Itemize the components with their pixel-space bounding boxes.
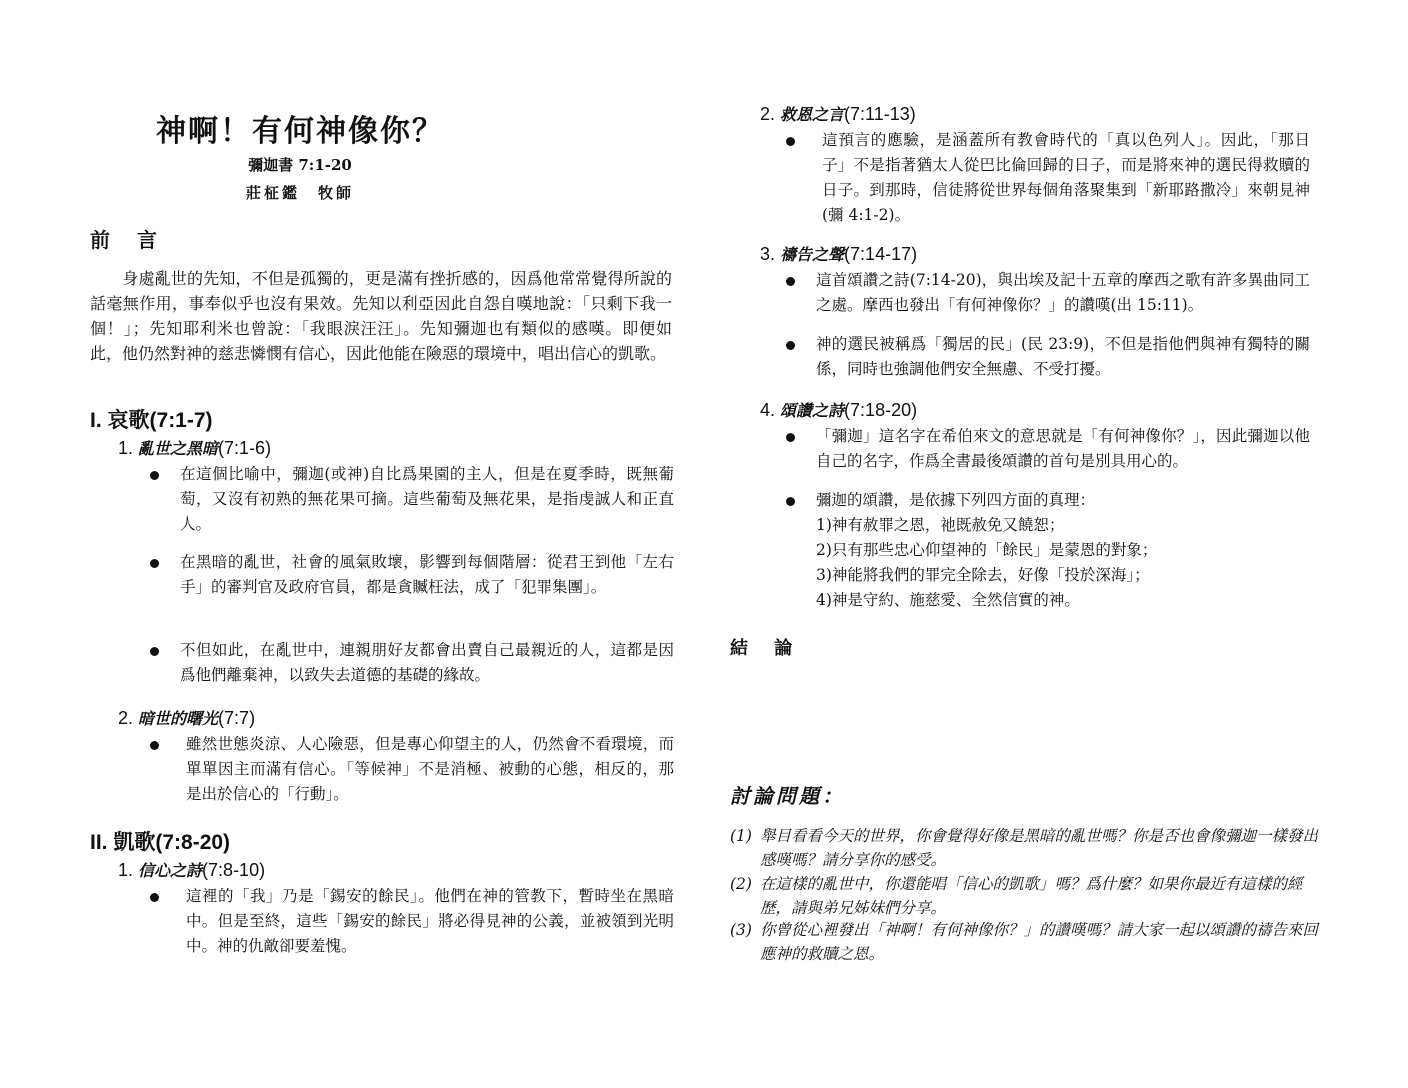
discussion-question bbox=[730, 824, 1320, 872]
subsection-heading-2-1 bbox=[118, 858, 265, 881]
list-item bbox=[150, 550, 674, 625]
list-item bbox=[150, 732, 674, 807]
subsection-title: 信心之詩 bbox=[138, 861, 203, 880]
bullet-icon bbox=[786, 277, 795, 286]
bullet-text: 彌迦的頌讚，是依據下列四方面的真理： 1)神有赦罪之恩，祂既赦免又饒恕； 2)只有那些忠心仰望神的「餘民」是蒙恩的對象； 3)神能將我們的罪完全除去，好像「投於深海」； 4)神是守約、施慈愛、全然信實的神。 bbox=[816, 491, 1158, 609]
list-item bbox=[786, 424, 1310, 474]
section-ref: (7:1-7) bbox=[149, 409, 213, 432]
subsection-heading-1-1 bbox=[118, 436, 271, 459]
subsection-title: 暗世的曙光 bbox=[138, 709, 219, 728]
bullet-text: 不但如此，在亂世中，連親朋好友都會出賣自己最親近的人，這都是因爲他們離棄神，以致失去道德的基礎的緣故。 bbox=[180, 641, 674, 684]
section-heading-2 bbox=[90, 826, 230, 856]
list-item bbox=[786, 488, 1310, 613]
page-title: 神啊！有何神像你？ bbox=[156, 114, 444, 149]
question-text: 舉目看看今天的世界，你會覺得好像是黑暗的亂世嗎？你是否也會像彌迦一樣發出感嘆嗎？請分享你的感受。 bbox=[760, 827, 1319, 869]
list-item bbox=[786, 128, 1310, 228]
bullet-icon bbox=[786, 433, 795, 442]
subsection-heading-1-2 bbox=[118, 706, 255, 729]
bullet-text: 「彌迦」這名字在希伯來文的意思就是「有何神像你？」，因此彌迦以他自己的名字，作爲全書最後頌讚的首句是別具用心的。 bbox=[816, 427, 1310, 470]
discussion-question bbox=[730, 872, 1320, 920]
bullet-text: 在這個比喻中，彌迦(或神)自比爲果園的主人，但是在夏季時，既無葡萄，又沒有初熟的無花果可摘。這些葡萄及無花果，是指虔誠人和正直人。 bbox=[180, 465, 674, 533]
subsection-ref: (7:18-20) bbox=[844, 400, 918, 420]
subsection-ref: (7:8-10) bbox=[202, 860, 266, 880]
discussion-question bbox=[730, 918, 1320, 966]
bullet-text: 神的選民被稱爲「獨居的民」(民 23:9)，不但是指他們與神有獨特的關係，同時也強調他們安全無慮、不受打擾。 bbox=[816, 335, 1310, 378]
subsection-number: 3. bbox=[760, 244, 776, 264]
subsection-title: 頌讚之詩 bbox=[780, 401, 845, 420]
list-item bbox=[150, 884, 674, 959]
subsection-heading-2-2 bbox=[760, 102, 916, 125]
list-item bbox=[150, 638, 674, 688]
subsection-title: 亂世之黑暗 bbox=[138, 439, 219, 458]
question-number: (2) bbox=[730, 875, 752, 893]
intro-paragraph: 身處亂世的先知，不但是孤獨的，更是滿有挫折感的，因爲他常常覺得所說的話毫無作用，事奉似乎也沒有果效。先知以利亞因此自怨自嘆地說：「只剩下我一個！」；先知耶利米也曾說：「我眼淚汪汪」。先知彌迦也有類似的感嘆。即便如此，他仍然對神的慈悲憐憫有信心，因此他能在險惡的環境中，唱出信心的凱歌。 bbox=[90, 269, 672, 363]
discussion-heading: 討論問題： bbox=[730, 784, 845, 808]
subsection-title: 禱告之聲 bbox=[780, 245, 845, 264]
bullet-icon bbox=[786, 341, 795, 350]
question-text: 你曾從心裡發出「神啊！有何神像你？」的讚嘆嗎？請大家一起以頌讚的禱告來回應神的救贖之恩。 bbox=[760, 921, 1319, 963]
subsection-number: 2. bbox=[760, 104, 776, 124]
bullet-icon bbox=[150, 471, 159, 480]
intro-heading: 前 言 bbox=[90, 228, 167, 252]
bullet-icon bbox=[150, 741, 159, 750]
bullet-text: 雖然世態炎涼、人心險惡，但是專心仰望主的人，仍然會不看環境，而單單因主而滿有信心。「等候神」不是消極、被動的心態，相反的，那是出於信心的「行動」。 bbox=[186, 735, 674, 803]
bullet-text: 這裡的「我」乃是「錫安的餘民」。他們在神的管教下，暫時坐在黑暗中。但是至終，這些「錫安的餘民」將必得見神的公義，並被領到光明中。神的仇敵卻要羞愧。 bbox=[186, 887, 674, 955]
conclusion-heading: 結 論 bbox=[730, 638, 803, 659]
subsection-heading-2-4 bbox=[760, 398, 917, 421]
list-item bbox=[150, 462, 674, 537]
scripture-reference: 彌迦書 7:1-20 bbox=[248, 156, 352, 174]
list-item bbox=[786, 332, 1310, 382]
section-title: 凱歌 bbox=[113, 829, 156, 854]
subsection-number: 4. bbox=[760, 400, 776, 420]
question-text: 在這樣的亂世中，你還能唱「信心的凱歌」嗎？爲什麼？如果你最近有這樣的經歷，請與弟兄姊妹們分享。 bbox=[760, 875, 1303, 917]
bullet-icon bbox=[150, 647, 159, 656]
author: 莊柾鑑 牧師 bbox=[245, 184, 354, 202]
subsection-number: 2. bbox=[118, 708, 134, 728]
subsection-title: 救恩之言 bbox=[780, 105, 845, 124]
subsection-ref: (7:7) bbox=[218, 708, 256, 728]
bullet-icon bbox=[150, 893, 159, 902]
bullet-icon bbox=[150, 559, 159, 568]
subsection-heading-2-3 bbox=[760, 242, 917, 265]
section-number: I. bbox=[90, 409, 102, 432]
section-heading-1 bbox=[90, 404, 213, 434]
section-number: II. bbox=[90, 831, 108, 854]
section-ref: (7:8-20) bbox=[155, 831, 231, 854]
subsection-number: 1. bbox=[118, 860, 134, 880]
subsection-number: 1. bbox=[118, 438, 134, 458]
bullet-icon bbox=[786, 497, 795, 506]
list-item bbox=[786, 268, 1310, 318]
bullet-icon bbox=[786, 137, 795, 146]
subsection-ref: (7:1-6) bbox=[218, 438, 272, 458]
subsection-ref: (7:14-17) bbox=[844, 244, 918, 264]
subsection-ref: (7:11-13) bbox=[844, 104, 916, 124]
section-title: 哀歌 bbox=[107, 407, 150, 432]
bullet-text: 在黑暗的亂世，社會的風氣敗壞，影響到每個階層：從君王到他「左右手」的審判官及政府官員，都是貪贓枉法，成了「犯罪集團」。 bbox=[180, 553, 674, 596]
bullet-text: 這首頌讚之詩(7:14-20)，與出埃及記十五章的摩西之歌有許多異曲同工之處。摩西也發出「有何神像你？」的讚嘆(出 15:11)。 bbox=[816, 271, 1310, 314]
question-number: (3) bbox=[730, 921, 752, 939]
question-number: (1) bbox=[730, 827, 752, 845]
bullet-text: 這預言的應驗，是涵蓋所有教會時代的「真以色列人」。因此，「那日子」不是指著猶太人從巴比倫回歸的日子，而是將來神的選民得救贖的日子。到那時，信徒將從世界每個角落聚集到「新耶路撒冷」來朝見神(彌 4:1-2)。 bbox=[822, 131, 1310, 224]
